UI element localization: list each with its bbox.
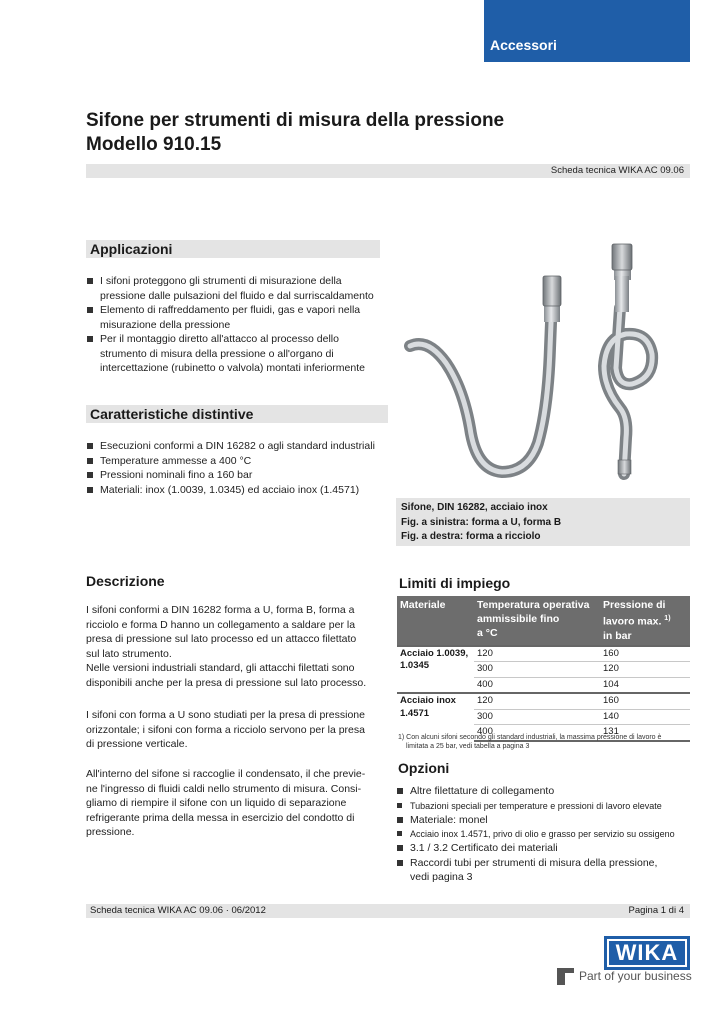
descrizione-heading: Descrizione xyxy=(86,573,165,589)
list-item: Per il montaggio diretto all'attacco al processo dello strumento di misura della pressione o all'organo di intercettazione (rubinetto o valvola) montati inferiormente xyxy=(86,332,386,376)
press-cell: 120 xyxy=(600,662,690,678)
applicazioni-list xyxy=(86,274,386,376)
title-line-2: Modello 910.15 xyxy=(86,134,222,155)
list-item: I sifoni proteggono gli strumenti di misurazione della pressione dalle pulsazioni del fluido e dal surriscaldamento xyxy=(86,274,386,303)
temp-cell: 400 xyxy=(474,677,600,693)
tagline-square-icon xyxy=(557,968,574,985)
table-row xyxy=(397,646,690,662)
limits-table xyxy=(397,596,690,742)
list-item: Esecuzioni conformi a DIN 16282 o agli standard industriali xyxy=(86,439,392,454)
list-item: Elemento di raffreddamento per fluidi, gas e vapori nella misurazione della pressione xyxy=(86,303,386,332)
list-item: Acciaio inox 1.4571, privo di olio e grasso per servizio su ossigeno xyxy=(396,827,692,841)
material-cell: Acciaio inox 1.4571 xyxy=(397,693,474,741)
press-cell: 131 xyxy=(600,725,690,741)
siphon-product-image xyxy=(398,238,690,494)
caption-line-1: Sifone, DIN 16282, acciaio inox xyxy=(401,502,548,513)
press-cell: 160 xyxy=(600,693,690,709)
limiti-heading: Limiti di impiego xyxy=(399,575,511,591)
logo-text: WIKA xyxy=(609,941,685,965)
caption-line-3: Fig. a destra: forma a ricciolo xyxy=(401,531,541,542)
brand-tagline xyxy=(557,968,690,986)
material-cell: Acciaio 1.0039, 1.0345 xyxy=(397,646,474,694)
descrizione-paragraph-3: All'interno del sifone si raccoglie il condensato, il che previe- ne l'ingresso di fluidi caldi nello strumento di misura. Consi- gliamo di riempire il sifone con un liquido di separazione refrigerante prima della messa in esercizio del condotto di pressione. xyxy=(86,768,366,838)
section-tab xyxy=(484,0,690,62)
list-item: 3.1 / 3.2 Certificato dei materiali xyxy=(396,841,692,856)
wika-logo xyxy=(604,936,690,970)
descrizione-paragraph-2: I sifoni con forma a U sono studiati per la presa di pressione orizzontale; i sifoni con forma a ricciolo servono per la presa di pressione verticale. xyxy=(86,709,365,750)
temp-cell: 300 xyxy=(474,709,600,725)
temp-cell: 120 xyxy=(474,693,600,709)
temp-cell: 120 xyxy=(474,646,600,662)
temp-cell: 300 xyxy=(474,662,600,678)
tagline-text: Part of your business xyxy=(579,969,692,983)
list-item: Temperature ammesse a 400 °C xyxy=(86,454,392,469)
page-title xyxy=(86,109,504,157)
opzioni-heading: Opzioni xyxy=(398,760,450,776)
title-line-1: Sifone per strumenti di misura della pressione xyxy=(86,110,505,131)
list-item: Altre filettature di collegamento xyxy=(396,784,692,799)
descrizione-paragraph-1: I sifoni conformi a DIN 16282 forma a U, forma B, forma a ricciolo e forma D hanno un collegamento a saldare per la presa di pressione sul lato processo ed un attacco filettato sul lato strumento. Nelle versioni industriali standard, gli attacchi filettati sono disponibili anche per la presa di pressione sul lato processo. xyxy=(86,604,367,689)
sheet-ref-bar xyxy=(86,164,690,178)
list-item: Materiali: inox (1.0039, 1.0345) ed acciaio inox (1.4571) xyxy=(86,483,392,498)
caratteristiche-list xyxy=(86,439,392,497)
caratteristiche-heading: Caratteristiche distintive xyxy=(86,405,388,423)
col-material: Materiale xyxy=(397,596,474,646)
table-row xyxy=(397,693,690,709)
press-cell: 160 xyxy=(600,646,690,662)
temp-cell: 400 xyxy=(474,725,600,741)
page-number: Pagina 1 di 4 xyxy=(628,905,684,916)
opzioni-list xyxy=(396,784,692,885)
section-tab-label: Accessori xyxy=(490,37,557,53)
press-cell: 140 xyxy=(600,709,690,725)
press-cell: 104 xyxy=(600,677,690,693)
applicazioni-heading: Applicazioni xyxy=(86,240,380,258)
caption-line-2: Fig. a sinistra: forma a U, forma B xyxy=(401,516,562,528)
list-item: Raccordi tubi per strumenti di misura della pressione, vedi pagina 3 xyxy=(396,856,692,885)
list-item: Pressioni nominali fino a 160 bar xyxy=(86,468,392,483)
col-temperature: Temperatura operativa ammissibile fino a °C xyxy=(474,596,600,646)
sheet-ref: Scheda tecnica WIKA AC 09.06 xyxy=(550,165,684,176)
footer-sheet-ref: Scheda tecnica WIKA AC 09.06 · 06/2012 xyxy=(90,905,266,916)
footer-bar xyxy=(86,904,690,918)
list-item: Tubazioni speciali per temperature e pressioni di lavoro elevate xyxy=(396,799,692,813)
table-footnote: 1) Con alcuni sifoni secondo gli standard industriali, la massima pressione di lavoro è limitata a 25 bar, vedi tabella a pagina 3 xyxy=(398,734,662,750)
image-caption xyxy=(396,498,690,546)
col-pressure: Pressione di lavoro max. $^{1)}$ in bar xyxy=(600,596,690,646)
list-item: Materiale: monel xyxy=(396,813,692,828)
